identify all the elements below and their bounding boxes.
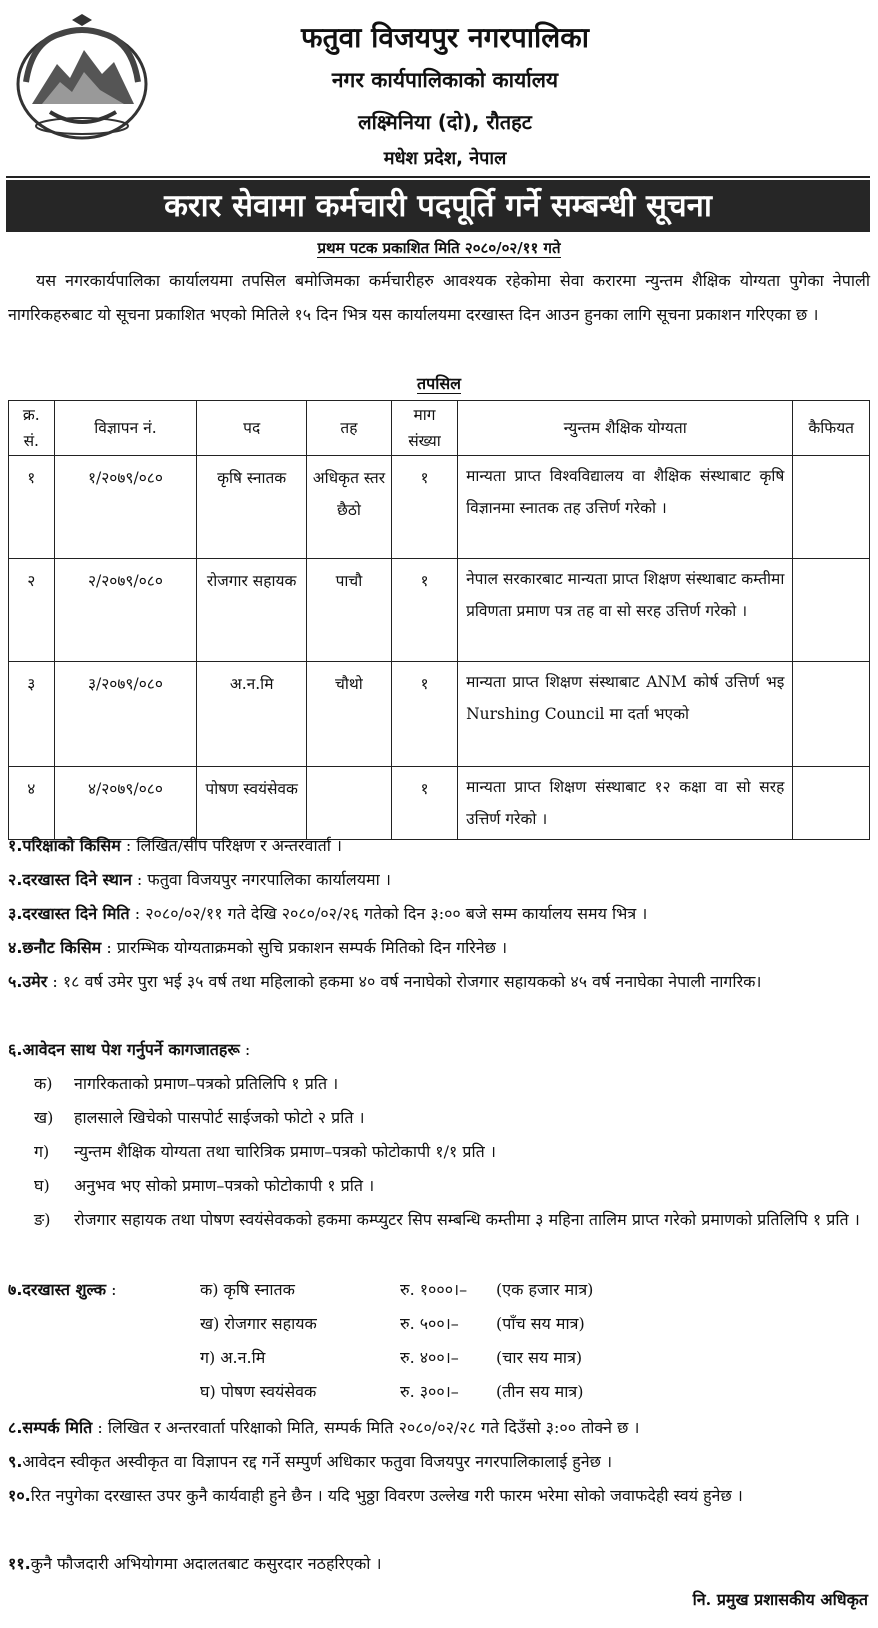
fee-amount: रु. ३००।– (400, 1382, 459, 1401)
cell-level: पाचौ (307, 559, 392, 662)
document-item: घ) अनुभव भए सोको प्रमाण–पत्रको फोटोकापी १ प्रति । (34, 1176, 375, 1195)
condition-item: १०.रित नपुगेका दरखास्त उपर कुनै कार्यवाही हुने छैन । यदि भुठ्ठा विवरण उल्लेख गरी फारम भरेमा सोको जवाफदेही स्वयं हुनेछ । (8, 1486, 743, 1505)
publication-date: प्रथम पटक प्रकाशित मिति २०८०/०२/११ गते (317, 239, 561, 257)
col-advt-no: विज्ञापन नं. (54, 401, 197, 456)
col-demand: माग संख्या (391, 401, 457, 456)
cell-demand: १ (391, 456, 457, 559)
cell-remarks (793, 662, 870, 767)
fee-words: (तीन सय मात्र) (496, 1382, 584, 1401)
municipality-name: फतुवा विजयपुर नगरपालिका (301, 21, 589, 54)
cell-post: कृषि स्नातक (197, 456, 307, 559)
cell-advt-no: ३/२०७९/०८० (54, 662, 197, 767)
fee-post: घ) पोषण स्वयंसेवक (200, 1382, 317, 1401)
col-level: तह (307, 401, 392, 456)
intro-paragraph: यस नगरकार्यपालिका कार्यालयमा तपसिल बमोजिमका कर्मचारीहरु आवश्यक रहेकोमा सेवा करारमा न्युन्तम शैक्षिक योग्यता पुगेका नेपाली नागरिकहरुबाट यो सूचना प्रकाशित भएको मितिले १५ दिन भित्र यस कार्यालयमा दरखास्त दिन आउन हुनका लागि सूचना प्रकाशन गरिएका छ । (8, 271, 870, 324)
fee-amount: रु. १०००।– (400, 1280, 468, 1299)
table-row (9, 767, 870, 840)
table-row (9, 559, 870, 662)
table-header-row (9, 401, 870, 456)
condition-item: ८.सम्पर्क मिति : लिखित र अन्तरवार्ता परिक्षाको मिति, सम्पर्क मिति २०८०/०२/२८ गते दिउँसो ३:०० तोक्ने छ । (8, 1418, 640, 1437)
condition-item: २.दरखास्त दिने स्थान : फतुवा विजयपुर नगरपालिका कार्यालयमा । (8, 870, 391, 889)
cell-level: चौथो (307, 662, 392, 767)
condition-item: ६.आवेदन साथ पेश गर्नुपर्ने कागजातहरू : (8, 1040, 251, 1059)
condition-item: ११.कुनै फौजदारी अभियोगमा अदालतबाट कसुरदार नठहरिएको । (8, 1554, 382, 1573)
condition-item: ३.दरखास्त दिने मिति : २०८०/०२/११ गते देखि २०८०/०२/२६ गतेको दिन ३:०० बजे सम्म कार्यालय समय भित्र । (8, 904, 648, 923)
cell-qualification: नेपाल सरकारबाट मान्यता प्राप्त शिक्षण संस्थाबाट कम्तीमा प्रविणता प्रमाण पत्र तह वा सो सरह उत्तिर्ण गरेको । (458, 559, 793, 662)
province-country: मधेश प्रदेश, नेपाल (383, 148, 507, 169)
fee-words: (चार सय मात्र) (496, 1348, 583, 1367)
cell-qualification: मान्यता प्राप्त विश्वविद्यालय वा शैक्षिक संस्थाबाट कृषि विज्ञानमा स्नातक तह उत्तिर्ण गरेको । (458, 456, 793, 559)
letterhead (6, 4, 870, 178)
col-sn: क्र. सं. (9, 401, 55, 456)
office-name: नगर कार्यपालिकाको कार्यालय (331, 68, 559, 92)
fee-post: ग) अ.न.मि (200, 1348, 266, 1367)
cell-remarks (793, 767, 870, 840)
cell-remarks (793, 559, 870, 662)
cell-advt-no: १/२०७९/०८० (54, 456, 197, 559)
cell-level (307, 767, 392, 840)
fee-words: (एक हजार मात्र) (496, 1280, 594, 1299)
cell-level: अधिकृत स्तर छैठो (307, 456, 392, 559)
office-location: लक्ष्मिनिया (दो), रौतहट (358, 110, 532, 134)
document-item: क) नागरिकताको प्रमाण–पत्रको प्रतिलिपि १ प्रति । (34, 1074, 339, 1093)
vacancy-table (8, 400, 870, 840)
condition-item: ९.आवेदन स्वीकृत अस्वीकृत वा विज्ञापन रद्द गर्ने सम्पुर्ण अधिकार फतुवा विजयपुर नगरपालिकालाई हुनेछ । (8, 1452, 613, 1471)
table-row (9, 456, 870, 559)
document-item: ग) न्युन्तम शैक्षिक योग्यता तथा चारित्रिक प्रमाण–पत्रको फोटोकापी १/१ प्रति । (34, 1142, 496, 1161)
cell-sn: २ (9, 559, 55, 662)
fee-post: ख) रोजगार सहायक (200, 1314, 317, 1333)
cell-post: अ.न.मि (197, 662, 307, 767)
document-item: ख) हालसाले खिचेको पासपोर्ट साईजको फोटो २ प्रति । (34, 1108, 365, 1127)
cell-demand: १ (391, 559, 457, 662)
col-qualification: न्युन्तम शैक्षिक योग्यता (458, 401, 793, 456)
fee-post: क) कृषि स्नातक (200, 1280, 295, 1299)
fee-amount: रु. ४००।– (400, 1348, 459, 1367)
cell-remarks (793, 456, 870, 559)
condition-item: ४.छनौट किसिम : प्रारम्भिक योग्यताक्रमको सुचि प्रकाशन सम्पर्क मितिको दिन गरिनेछ । (8, 938, 508, 957)
fee-words: (पाँच सय मात्र) (496, 1314, 585, 1333)
cell-demand: १ (391, 767, 457, 840)
cell-sn: ३ (9, 662, 55, 767)
fee-amount: रु. ५००।– (400, 1314, 459, 1333)
cell-demand: १ (391, 662, 457, 767)
col-remarks: कैफियत (793, 401, 870, 456)
signatory-title: नि. प्रमुख प्रशासकीय अधिकृत (692, 1590, 868, 1609)
cell-advt-no: २/२०७९/०८० (54, 559, 197, 662)
schedule-heading: तपसिल (416, 374, 462, 393)
notice-title: करार सेवामा कर्मचारी पदपूर्ति गर्ने सम्बन्धी सूचना (6, 180, 870, 232)
cell-qualification: मान्यता प्राप्त शिक्षण संस्थाबाट ANM कोर्ष उत्तिर्ण भइ Nurshing Council मा दर्ता भएको (458, 662, 793, 767)
col-post: पद (197, 401, 307, 456)
cell-advt-no: ४/२०७९/०८० (54, 767, 197, 840)
fee-heading: ७.दरखास्त शुल्क : (8, 1280, 117, 1299)
cell-post: रोजगार सहायक (197, 559, 307, 662)
table-row (9, 662, 870, 767)
condition-item: १.परिक्षाको किसिम : लिखित/सीप परिक्षण र अन्तरवार्ता । (8, 836, 342, 855)
cell-sn: ४ (9, 767, 55, 840)
cell-qualification: मान्यता प्राप्त शिक्षण संस्थाबाट १२ कक्षा वा सो सरह उत्तिर्ण गरेको । (458, 767, 793, 840)
cell-sn: १ (9, 456, 55, 559)
cell-post: पोषण स्वयंसेवक (197, 767, 307, 840)
condition-item: ५.उमेर : १८ वर्ष उमेर पुरा भई ३५ वर्ष तथा महिलाको हकमा ४० वर्ष ननाघेको रोजगार सहायकको ४५ वर्ष ननाघेका नेपाली नागरिक। (8, 972, 762, 991)
document-item: ङ) रोजगार सहायक तथा पोषण स्वयंसेवकको हकमा कम्प्युटर सिप सम्बन्धि कम्तीमा ३ महिना तालिम प्राप्त गरेको प्रमाणको प्रतिलिपि १ प्रति । (34, 1210, 860, 1229)
